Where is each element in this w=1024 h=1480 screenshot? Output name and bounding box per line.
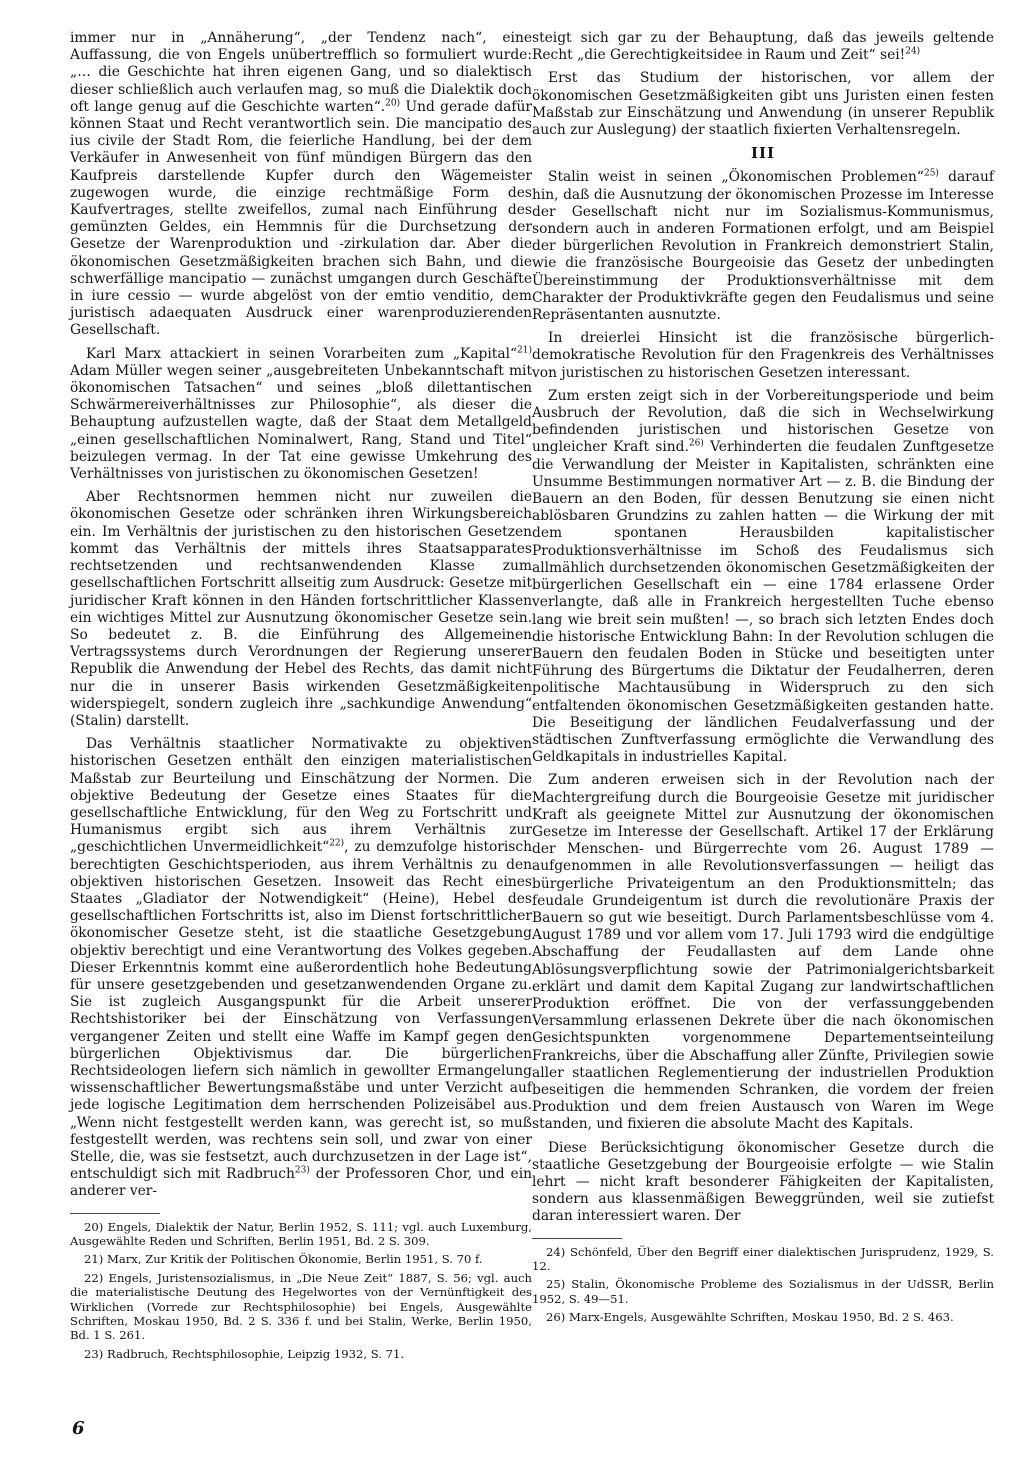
section-heading: III [750, 144, 776, 163]
footnote-ref: 20) [385, 98, 401, 109]
page-number: 6 [72, 1418, 85, 1439]
left-column [70, 30, 532, 1365]
footnote: 22) Engels, Juristensozialismus, in „Die Neue Zeit“ 1887, S. 56; vgl. auch die materialistische Deutung des Hegelwortes von der Vernünftigkeit des Wirklichen (Vorrede zur Rechtsphilosophie) bei Engels, Ausgewählte Schriften, Moskau 1950, Bd. 2 S. 336 f. und bei Stalin, Werke, Berlin 1950, Bd. 1 S. 261. [70, 1270, 532, 1343]
right-footnotes [532, 1245, 994, 1325]
footnote-ref: 25) [923, 168, 939, 179]
footnote-ref: 26) [688, 438, 704, 449]
footnote: 21) Marx, Zur Kritik der Politischen Ökonomie, Berlin 1951, S. 70 f. [84, 1252, 483, 1267]
footnote: 23) Radbruch, Rechtsphilosophie, Leipzig 1932, S. 71. [84, 1346, 405, 1361]
footnote: 20) Engels, Dialektik der Natur, Berlin 1952, S. 111; vgl. auch Luxemburg, Ausgewählte Reden und Schriften, Berlin 1951, Bd. 2 S. 309. [70, 1219, 532, 1249]
paragraph: steigt sich gar zu der Behauptung, daß das jeweils geltende Recht „die Gerechtigkeitsidee in Raum und Zeit“ sei!$^{24)}$ [532, 30, 994, 64]
footnote-ref: 23) [294, 1165, 310, 1176]
footnote-ref: 22) [329, 838, 345, 849]
paragraph: In dreierlei Hinsicht ist die französische bürgerlich-demokratische Revolution für den Fragenkreis des Verhältnisses von juristischen zu historischen Gesetzen interessant. [532, 330, 994, 381]
paragraph: Zum anderen erweisen sich in der Revolution nach der Machtergreifung durch die Bourgeoisie Gesetze mit juridischer Kraft als geeignete Mittel zur Ausnutzung der ökonomischen Gesetze im Interesse der Gesellschaft. Artikel 17 der Erklärung der Menschen- und Bürgerrechte vom 26. August 1789 — aufgenommen in alle Revolutionsverfassungen — heiligt das bürgerliche Privateigentum an den Produktionsmitteln; das feudale Grundeigentum ist durch die revolutionäre Praxis der Bauern so gut wie beseitigt. Durch Parlamentsbeschlüsse vom 4. August 1789 und vor allem vom 17. Juli 1793 wird die endgültige Abschaffung der Feudallasten auf dem Lande ohne Ablösungsverpflichtung sowie der Patrimonialgerichtsbarkeit erklärt und damit dem Kapital Zugang zur landwirtschaftlichen Produktion eröffnet. Die von der verfassunggebenden Versammlung erlassenen Dekrete über die nach ökonomischen Gesichtspunkten vorgenommene Departementseinteilung Frankreichs, über die Abschaffung aller Zünfte, Privilegien sowie aller staatlichen Reglementierung der industriellen Produktion beseitigen die hemmenden Schranken, die vordem der freien Produktion und dem freien Austausch von Waren im Wege standen, und fixieren die absolute Macht des Kapitals. [532, 772, 994, 1133]
footnote: 24) Schönfeld, Über den Begriff einer dialektischen Jurisprudenz, 1929, S. 12. [532, 1244, 994, 1274]
right-column [532, 30, 994, 1329]
paragraph: Aber Rechtsnormen hemmen nicht nur zuweilen die ökonomischen Gesetze oder schränken ihren Wirkungsbereich ein. Im Verhältnis der juristischen zu den historischen Gesetzen kommt das Verhältnis der mittels ihres Staatsapparates rechtsetzenden und rechtsanwendenden Klasse zum gesellschaftlichen Fortschritt allseitig zum Ausdruck: Gesetze mit juridischer Kraft können in den Händen fortschrittlicher Klassen ein wichtiges Mittel zur Ausnutzung ökonomischer Gesetze sein. So bedeutet z. B. die Einführung des Allgemeinen Vertragssystems durch Verordnungen der Regierung unserer Republik die Anwendung der Hebel des Rechts, das damit nicht nur die in unserer Basis wirkenden Gesetzmäßigkeiten widerspiegelt, sondern zugleich ihre „sachkundige Anwendung“ (Stalin) darstellt. [70, 489, 532, 729]
paragraph: Stalin weist in seinen „Ökonomischen Problemen“$^{25)}$ darauf hin, daß die Ausnutzung der ökonomischen Prozesse im Interesse der Gesellschaft nicht nur im Sozialismus-Kommunismus, sondern auch in anderen Formationen erfolgt, und am Beispiel der bürgerlichen Revolution in Frankreich demonstriert Stalin, wie die französische Bourgeoisie das Gesetz der unbedingten Übereinstimmung der Produktionsverhältnisse mit dem Charakter der Produktivkräfte gegen den Feudalismus und seine Repräsentanten ausnutzte. [532, 168, 994, 324]
paragraph: Zum ersten zeigt sich in der Vorbereitungsperiode und beim Ausbruch der Revolution, daß die sich in Wechselwirkung befindenden juristischen und historischen Gesetze von ungleicher Kraft sind.$^{26)}$ Verhinderten die feudalen Zunftgesetze die Verwandlung der Meister in Kapitalisten, schränkten eine Unsumme Bestimmungen normativer Art — z. B. die Bindung der Bauern an den Boden, für dessen Benutzung sie einen nicht ablösbaren Grundzins zu zahlen hatten — die Wirkung der mit dem spontanen Herausbilden kapitalistischer Produktionsverhältnisse im Schoß des Feudalismus sich allmählich durchsetzenden ökonomischen Gesetzmäßigkeiten der bürgerlichen Gesellschaft ein — eine 1784 erlassene Order verlangte, daß alle in Frankreich hergestellten Tuche ebenso lang wie breit sein mußten! —, so brach sich letzten Endes doch die historische Entwicklung Bahn: In der Revolution schlugen die Bauern den feudalen Boden in Stücke und beseitigten unter Führung des Bürgertums die Diktatur der Feudalherren, deren politische Machtausübung in Widerspruch zu den sich entfaltenden ökonomischen Gesetzmäßigkeiten gestanden hatte. Die Beseitigung der ländlichen Feudalverfassung und der städtischen Zunftverfassung ermöglichte die Verwandlung des Geldkapitals in industrielles Kapital. [532, 387, 994, 766]
paragraph: Karl Marx attackiert in seinen Vorarbeiten zum „Kapital“$^{21)}$ Adam Müller wegen seiner „ausgebreiteten Unbekanntschaft mit ökonomischen Tatsachen“ und seines „bloß dilettantischen Schwärmereiverhältnisses zur Philosophie“, als dieser die Behauptung aufzustellen wagte, daß der Staat dem Metallgeld „einen gesellschaftlichen Nominalwert, Rang, Stand und Titel“ beizulegen vermag. In der Tat eine gewisse Umkehrung des Verhältnisses von juristischen zu ökonomischen Gesetzen! [70, 345, 532, 483]
footnote: 25) Stalin, Ökonomische Probleme des Sozialismus in der UdSSR, Berlin 1952, S. 49—51. [532, 1277, 994, 1306]
left-footnotes [70, 1220, 532, 1362]
footnote-divider [70, 1213, 160, 1214]
footnote-ref: 21) [517, 345, 532, 356]
paragraph: Das Verhältnis staatlicher Normativakte zu objektiven historischen Gesetzen enthält den einzigen materialistischen Maßstab zur Beurteilung und Einschätzung der Normen. Die objektive Bedeutung der Gesetze eines Staates für die gesellschaftliche Entwicklung, für den Weg zu Fortschritt und Humanismus ergibt sich aus ihrem Verhältnis zur „geschichtlichen Unvermeidlichkeit“$^{22)}$, zu demzufolge historisch berechtigten Geschichtsperioden, aus ihrem Verhältnis zu den objektiven historischen Gesetzen. Insoweit das Recht eines Staates „Gladiator der Notwendigkeit“ (Heine), Hebel des gesellschaftlichen Fortschritts ist, also im Dienst fortschrittlicher ökonomischer Gesetze steht, ist die staatliche Gesetzgebung objektiv berechtigt und eine Verantwortung des Volkes gegeben. Dieser Erkenntnis kommt eine außerordentlich hohe Bedeutung für unsere gesetzgebenden und gesetzanwendenden Organe zu. Sie ist zugleich Ausgangspunkt für die Arbeit unserer Rechtshistoriker bei der Einschätzung von Verfassungen vergangener Zeiten und stellt eine Waffe im Kampf gegen den bürgerlichen Objektivismus dar. Die bürgerlichen Rechtsideologen liefern sich nämlich in gewollter Ermangelung wissenschaftlicher Bewertungsmaßstäbe und unter Verzicht auf jede logische Legitimation dem herrschenden Polizeisäbel aus. „Wenn nicht festgestellt werden kann, was gerecht ist, so muß festgestellt werden, was rechtens sein soll, und zwar von einer Stelle, die, was sie festsetzt, auch durchzusetzen in der Lage ist“, entschuldigt sich mit Radbruch$^{23)}$ der Professoren Chor, und ein anderer ver- [70, 736, 532, 1200]
paragraph: immer nur in „Annäherung“, „der Tendenz nach“, eine Auffassung, die von Engels unübertrefflich so formuliert wurde: „… die Geschichte hat ihren eigenen Gang, und so dialektisch dieser schließlich auch verlaufen mag, so muß die Dialektik doch oft lange genug auf die Geschichte warten“.$^{20)}$ Und gerade dafür können Staat und Recht verantwortlich sein. Die mancipatio des ius civile der Stadt Rom, die feierliche Handlung, bei der dem Verkäufer in Anwesenheit von fünf mündigen Bürgern das den Kaufpreis darstellende Kupfer durch den Wägemeister zugewogen wurde, die einzige rechtmäßige Form des Kaufvertrages, stellte zweifellos, zumal nach Einführung des gemünzten Geldes, ein Hemmnis für die Durchsetzung der Gesetze der Warenproduktion und -zirkulation dar. Aber die ökonomischen Gesetzmäßigkeiten brachen sich Bahn, und die schwerfällige mancipatio — zunächst umgangen durch Geschäfte in iure cessio — wurde abgelöst von der emtio venditio, dem juristisch adaequaten Ausdruck einer warenproduzierenden Gesellschaft. [70, 30, 532, 339]
footnote-ref: 24) [905, 46, 921, 57]
footnote: 26) Marx-Engels, Ausgewählte Schriften, Moskau 1950, Bd. 2 S. 463. [546, 1310, 954, 1325]
paragraph: Erst das Studium der historischen, vor allem der ökonomischen Gesetzmäßigkeiten gibt uns Juristen einen festen Maßstab zur Einschätzung und Anwendung (in unserer Republik auch zur Auslegung) der staatlich fixierten Verhaltensregeln. [532, 70, 994, 139]
paragraph: Diese Berücksichtigung ökonomischer Gesetze durch die staatliche Gesetzgebung der Bourgeoisie erfolgte — wie Stalin lehrt — nicht kraft besonderer Fähigkeiten der Kapitalisten, sondern aus klassenmäßigen Beweggründen, weil sie zutiefst daran interessiert waren. Der [532, 1139, 994, 1225]
footnote-divider [532, 1238, 622, 1239]
